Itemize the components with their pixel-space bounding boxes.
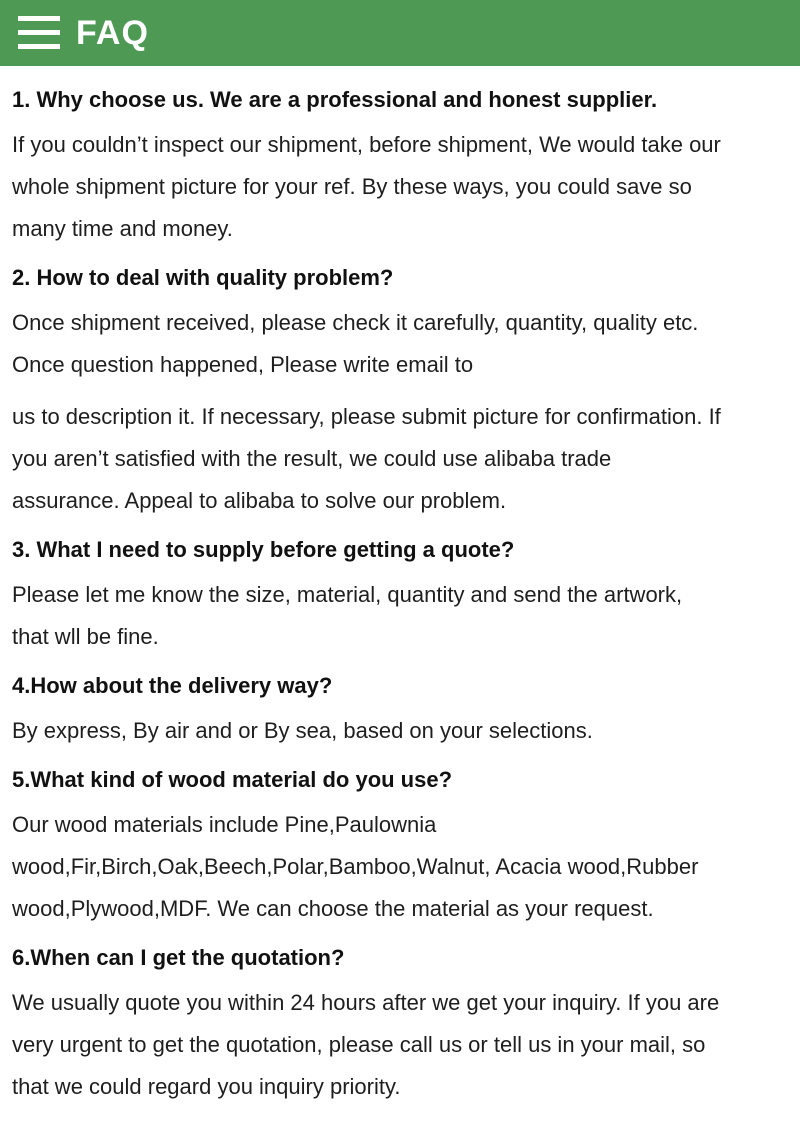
menu-icon-bar [18, 16, 60, 21]
answer-line: many time and money. [12, 216, 233, 241]
faq-answer-5 [12, 804, 796, 934]
faq-question-6: 6.When can I get the quotation? [12, 945, 345, 970]
answer-line: Please let me know the size, material, quantity and send the artwork, [12, 582, 683, 607]
answer-line: Once shipment received, please check it carefully, quantity, quality etc. [12, 310, 699, 335]
answer-line: By express, By air and or By sea, based on your selections. [12, 718, 593, 743]
faq-answer-1 [12, 124, 796, 254]
menu-icon[interactable] [18, 16, 60, 49]
faq-answer-3 [12, 574, 796, 662]
faq-answer-4 [12, 710, 796, 756]
faq-header [0, 0, 800, 66]
faq-answer-2 [12, 302, 796, 390]
faq-list [12, 76, 796, 1112]
answer-line: that we could regard you inquiry priority. [12, 1074, 401, 1099]
answer-line: assurance. Appeal to alibaba to solve our problem. [12, 488, 507, 513]
menu-icon-bar [18, 30, 60, 35]
answer-line: If you couldn’t inspect our shipment, before shipment, We would take our [12, 132, 721, 157]
faq-question-4: 4.How about the delivery way? [12, 673, 333, 698]
faq-answer-2-continued [12, 390, 796, 526]
answer-line: whole shipment picture for your ref. By these ways, you could save so [12, 174, 692, 199]
answer-line: wood,Fir,Birch,Oak,Beech,Polar,Bamboo,Walnut, Acacia wood,Rubber [12, 854, 699, 879]
answer-line: We usually quote you within 24 hours after we get your inquiry. If you are [12, 990, 720, 1015]
answer-line: wood,Plywood,MDF. We can choose the material as your request. [12, 896, 654, 921]
faq-answer-6 [12, 982, 796, 1112]
answer-line: very urgent to get the quotation, please call us or tell us in your mail, so [12, 1032, 706, 1057]
answer-line: Our wood materials include Pine,Paulownia [12, 812, 437, 837]
answer-line: that wll be fine. [12, 624, 159, 649]
faq-question-3: 3. What I need to supply before getting a quote? [12, 537, 515, 562]
answer-line: you aren’t satisfied with the result, we could use alibaba trade [12, 446, 612, 471]
answer-line: us to description it. If necessary, please submit picture for confirmation. If [12, 404, 721, 429]
menu-icon-bar [18, 44, 60, 49]
answer-line: Once question happened, Please write email to [12, 352, 474, 377]
faq-question-5: 5.What kind of wood material do you use? [12, 767, 453, 792]
page-title: FAQ [76, 14, 149, 52]
faq-question-2: 2. How to deal with quality problem? [12, 265, 394, 290]
faq-question-1: 1. Why choose us. We are a professional and honest supplier. [12, 87, 658, 112]
